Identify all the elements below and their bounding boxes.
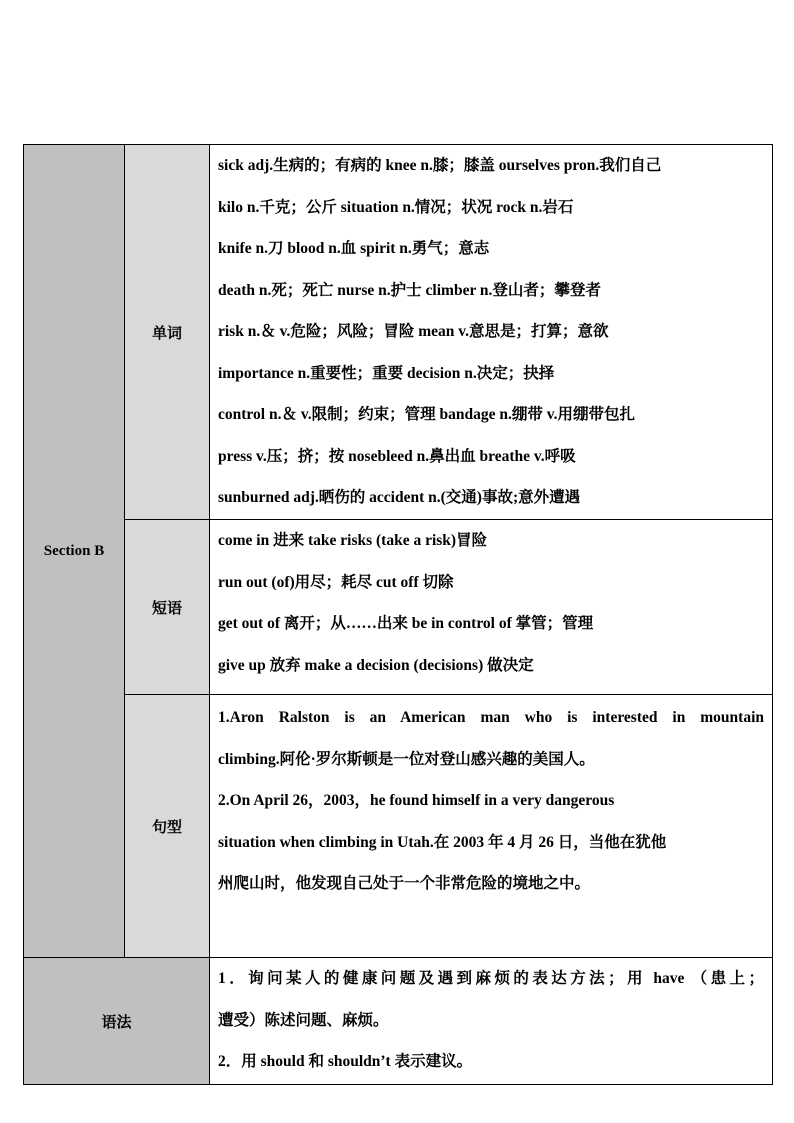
sentence-line: situation when climbing in Utah.在 2003 年 4 月 26 日，当他在犹他	[218, 833, 667, 851]
sentence-line: 州爬山时，他发现自己处于一个非常危险的境地之中。	[218, 875, 591, 892]
words-line: kilo n.千克；公斤 situation n.情况；状况 rock n.岩石	[218, 198, 574, 216]
words-line: knife n.刀 blood n.血 spirit n.勇气；意志	[218, 240, 490, 257]
words-label: 单词	[125, 145, 210, 520]
words-line: control n.＆ v.限制；约束；管理 bandage n.绷带 v.用绷带包扎	[218, 406, 635, 423]
grammar-line: 1．询问某人的健康问题及遇到麻烦的表达方法；用 have （患上；	[218, 970, 764, 987]
sentences-row	[24, 695, 773, 958]
words-row	[24, 145, 773, 520]
sentence-line: 2.On April 26，2003，he found himself in a very dangerous	[218, 792, 615, 809]
vocabulary-summary-table	[23, 144, 773, 1085]
words-line: sunburned adj.晒伤的 accident n.(交通)事故;意外遭遇	[218, 489, 581, 506]
grammar-line: 2．用 should 和 shouldn’t 表示建议。	[218, 1053, 473, 1070]
grammar-content	[210, 958, 773, 1085]
phrases-row	[24, 520, 773, 695]
words-line: sick adj.生病的；有病的 knee n.膝；膝盖 ourselves pron.我们自己	[218, 157, 662, 174]
grammar-label: 语法	[24, 958, 210, 1085]
section-b-label: Section B	[24, 145, 125, 958]
words-line: press v.压；挤；按 nosebleed n.鼻出血 breathe v.呼吸	[218, 447, 576, 465]
phrases-line: give up 放弃 make a decision (decisions) 做决定	[218, 656, 534, 674]
phrases-line: run out (of)用尽；耗尽 cut off 切除	[218, 573, 454, 591]
phrases-content	[210, 520, 773, 695]
sentence-line: climbing.阿伦·罗尔斯顿是一位对登山感兴趣的美国人。	[218, 750, 595, 768]
grammar-line: 遭受）陈述问题、麻烦。	[218, 1011, 389, 1029]
words-line: death n.死；死亡 nurse n.护士 climber n.登山者；攀登者	[218, 281, 601, 299]
phrases-line: come in 进来 take risks (take a risk)冒险	[218, 532, 488, 549]
words-content	[210, 145, 773, 520]
words-line: risk n.＆ v.危险；风险；冒险 mean v.意思是；打算；意欲	[218, 323, 609, 340]
sentence-line: 1.Aron Ralston is an American man who is interested in mountain	[218, 709, 764, 726]
phrases-line: get out of 离开；从……出来 be in control of 掌管；管理	[218, 615, 594, 632]
sentences-label: 句型	[125, 695, 210, 958]
grammar-row	[24, 958, 773, 1085]
phrases-label: 短语	[125, 520, 210, 695]
sentences-content	[210, 695, 773, 958]
words-line: importance n.重要性；重要 decision n.决定；抉择	[218, 364, 555, 382]
